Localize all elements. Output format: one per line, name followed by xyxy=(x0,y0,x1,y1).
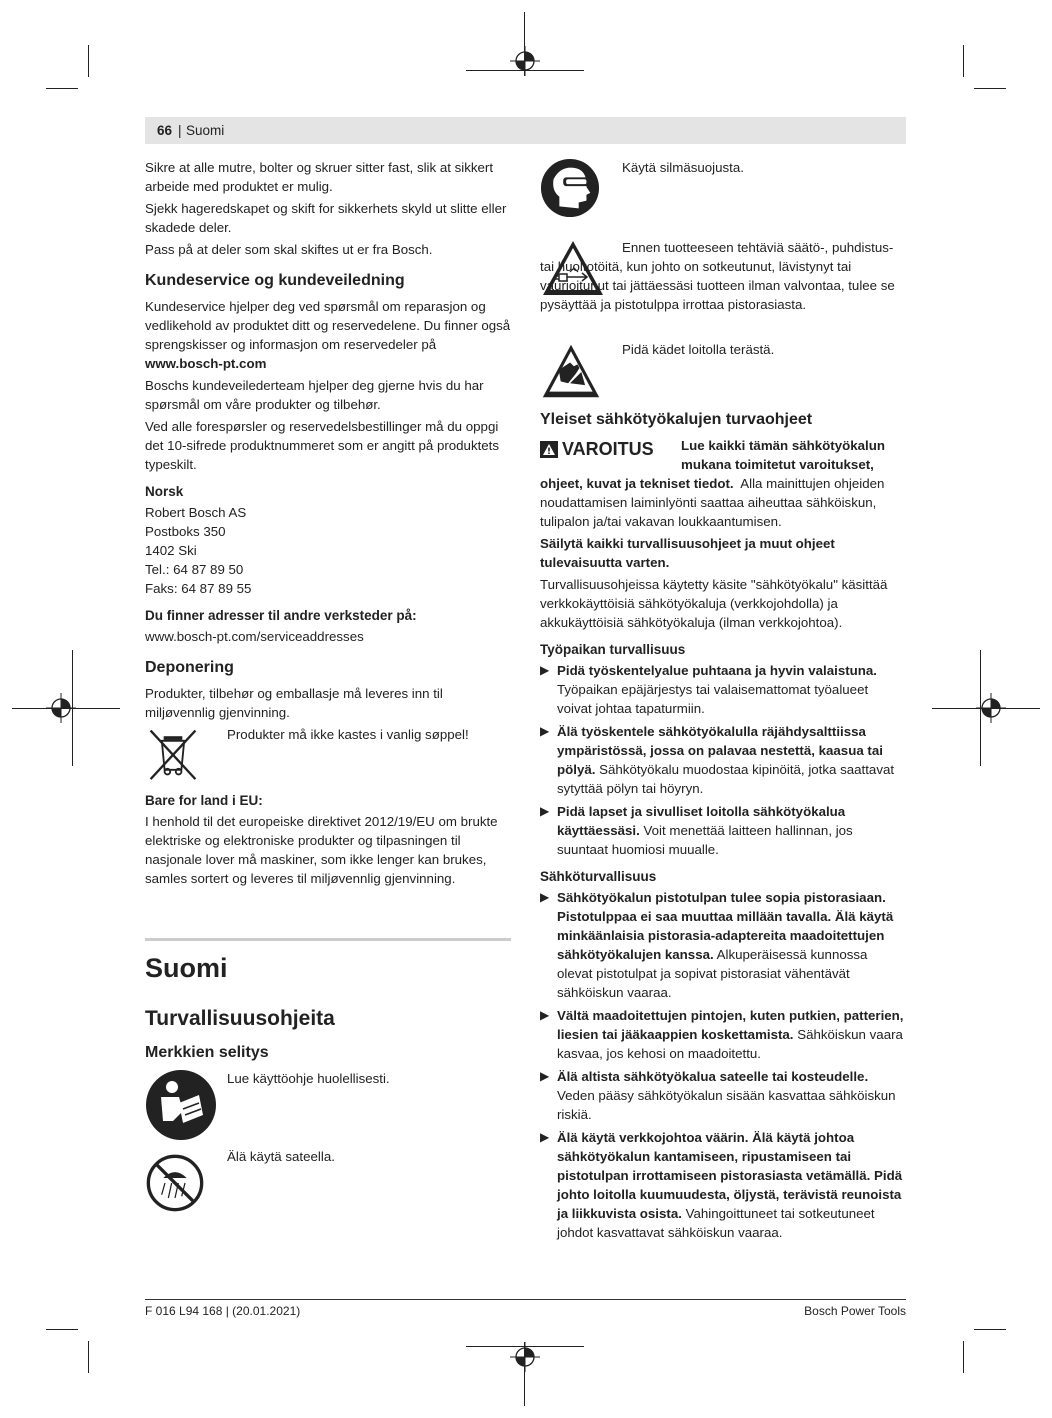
crop-mark xyxy=(974,1329,1006,1330)
section-heading: Deponering xyxy=(145,659,234,676)
section-divider xyxy=(145,938,511,941)
keep-instructions-text: Säilytä kaikki turvallisuusohjeet ja muut ohjeet tulevaisuutta varten. xyxy=(540,536,835,570)
footer-document-id: F 016 L94 168 | (20.01.2021) xyxy=(145,1304,301,1318)
symbol-row xyxy=(540,238,906,334)
symbol-text: Älä käytä sateella. xyxy=(227,1149,335,1164)
read-manual-icon xyxy=(145,1069,217,1141)
right-column xyxy=(540,158,906,1246)
registration-mark-icon xyxy=(510,46,540,76)
page-header xyxy=(145,117,906,144)
warning-block xyxy=(540,436,906,531)
bullet-arrow-icon: ▶ xyxy=(540,1130,550,1144)
crossed-bin-icon xyxy=(145,725,201,781)
address-line: Faks: 64 87 89 55 xyxy=(145,581,252,596)
warning-bold-text: Lue kaikki tämän sähkötyökalun mukana toimitetut varoitukset, ohjeet, kuvat ja tekniset tiedot. xyxy=(540,438,885,491)
bullet-arrow-icon: ▶ xyxy=(540,724,550,738)
address-line: 1402 Ski xyxy=(145,543,197,558)
eye-protection-icon xyxy=(540,158,600,218)
chapter-title: Turvallisuusohjeita xyxy=(145,1007,335,1030)
crop-mark xyxy=(963,45,964,77)
intro-paragraph: Sikre at alle mutre, bolter og skruer sitter fast, slik at sikkert arbeide med produktet er mulig. xyxy=(145,160,494,194)
left-column xyxy=(145,158,511,1225)
symbol-text: Käytä silmäsuojusta. xyxy=(622,160,744,175)
bullet-arrow-icon: ▶ xyxy=(540,804,550,818)
symbol-text: Pidä kädet loitolla terästä. xyxy=(622,342,775,357)
sub-heading: Bare for land i EU: xyxy=(145,793,263,808)
language-title: Suomi xyxy=(145,953,228,983)
bullet-arrow-icon: ▶ xyxy=(540,1069,550,1083)
warning-triangle-icon xyxy=(540,441,558,458)
sub-heading: Du finner adresser til andre verksteder på: xyxy=(145,608,417,623)
no-rain-icon xyxy=(145,1153,205,1213)
footer-divider xyxy=(145,1299,906,1300)
bullet-arrow-icon: ▶ xyxy=(540,890,550,904)
address-line: Robert Bosch AS xyxy=(145,505,247,520)
section-heading: Merkkien selitys xyxy=(145,1044,269,1061)
list-item: ▶ Vältä maadoitettujen pintojen, kuten putkien, patterien, liesien tai jääkaappien koskettamista. Sähköiskun vaara kasvaa, jos kehosi on maadoitettu. xyxy=(540,1008,904,1061)
paragraph: I henhold til det europeiske direktivet 2012/19/EU om brukte elektriske og elektroniske produkter og tilpasningen til nasjonale lover må maskiner, som ikke lenger kan brukes, samles sortert og leveres til miljøvennlig gjenvinning. xyxy=(145,814,498,886)
header-language: Suomi xyxy=(186,123,225,138)
list-item: ▶ Sähkötyökalun pistotulpan tulee sopia pistorasiaan. Pistotulppaa ei saa muuttaa millään tavalla. Älä käytä minkäänlaisia pistorasia-adaptereita maadoitettujen sähkötyökalujen kanssa. Alkuperäisessä kunnossa olevat pistotulpat ja sopivat pistorasiat vähentävät sähköiskun vaaraa. xyxy=(540,890,894,1000)
sub-heading: Sähköturvallisuus xyxy=(540,869,657,884)
paragraph: Produkter, tilbehør og emballasje må leveres inn til miljøvennlig gjenvinning. xyxy=(145,686,443,720)
paragraph: Boschs kundeveilederteam hjelper deg gjerne hvis du har spørsmål om våre produkter og tilbehør. xyxy=(145,378,484,412)
crop-mark xyxy=(46,1329,78,1330)
intro-paragraph: Sjekk hageredskapet og skift for sikkerhets skyld ut slitte eller skadede deler. xyxy=(145,201,507,235)
list-item: ▶ Pidä lapset ja sivulliset loitolla sähkötyökalua käyttäessäsi. Voit menettää laitteen hallinnan, jos suuntaat huomiosi muualle. xyxy=(540,804,853,857)
symbol-row xyxy=(145,1147,511,1221)
registration-mark-icon xyxy=(46,693,76,723)
bullet-arrow-icon: ▶ xyxy=(540,663,550,677)
crop-mark xyxy=(88,1341,89,1373)
warning-label: VAROITUS xyxy=(562,439,654,459)
crop-mark xyxy=(974,88,1006,89)
list-item: ▶ Pidä työskentelyalue puhtaana ja hyvin valaistuna. Työpaikan epäjärjestys tai valaisemattomat työalueet voivat johtaa tapaturmiin. xyxy=(540,663,877,716)
crop-mark xyxy=(963,1341,964,1373)
warning-badge xyxy=(540,438,654,460)
website-link[interactable]: www.bosch-pt.com xyxy=(145,356,267,371)
symbol-row xyxy=(145,1069,511,1143)
service-addresses-link[interactable]: www.bosch-pt.com/serviceaddresses xyxy=(145,629,364,644)
symbol-row xyxy=(145,725,511,787)
registration-mark-icon xyxy=(976,693,1006,723)
address-block xyxy=(145,503,511,598)
keep-hands-away-icon xyxy=(540,340,602,402)
page-number: 66 xyxy=(157,123,173,138)
paragraph: Turvallisuusohjeissa käytetty käsite "sähkötyökalu" käsittää verkkokäyttöisiä sähkötyökaluja (verkkojohdolla) ja akkukäyttöisiä sähkötyökaluja (ilman verkkojohtoa). xyxy=(540,577,888,630)
address-line: Postboks 350 xyxy=(145,524,226,539)
bullet-arrow-icon: ▶ xyxy=(540,1008,550,1022)
registration-mark-icon xyxy=(510,1342,540,1372)
symbol-row xyxy=(540,340,906,406)
address-line: Tel.: 64 87 89 50 xyxy=(145,562,244,577)
paragraph: Ved alle forespørsler og reservedelsbestillinger må du oppgi det 10-sifrede produktnummeret som er angitt på produktets typeskilt. xyxy=(145,419,500,472)
paragraph: Kundeservice hjelper deg ved spørsmål om reparasjon og vedlikehold av produktet ditt og reservedelene. Du finner også sprengskisser og informasjon om reservedeler på www.bosch-pt.com xyxy=(145,299,511,371)
warning-normal-text: Alla mainittujen ohjeiden noudattamisen laiminlyönti saattaa aiheuttaa sähköiskun, tulipalon ja/tai vakavan loukkaantumisen. xyxy=(540,476,885,529)
symbol-text: Produkter må ikke kastes i vanlig søppel! xyxy=(227,727,469,742)
intro-paragraph: Pass på at deler som skal skiftes ut er fra Bosch. xyxy=(145,242,433,257)
list-item: ▶ Älä altista sähkötyökalua sateelle tai kosteudelle. Veden pääsy sähkötyökalun sisään kasvattaa sähköiskun riskiä. xyxy=(540,1069,896,1122)
footer-brand: Bosch Power Tools xyxy=(804,1304,906,1318)
country-heading: Norsk xyxy=(145,484,184,499)
symbol-text: Ennen tuotteeseen tehtäviä säätö-, puhdistus- tai huoltotöitä, kun johto on sotkeutunut, lävistynyt tai vaurioitunut tai jättäessäsi tuotteen ilman valvontaa, tulee se pysäyttää ja pistotulppa irrottaa pistorasiasta. xyxy=(540,240,895,312)
header-separator: | xyxy=(178,123,182,138)
crop-mark xyxy=(46,88,78,89)
crop-mark xyxy=(88,45,89,77)
symbol-row xyxy=(540,158,906,234)
sub-heading: Työpaikan turvallisuus xyxy=(540,642,686,657)
section-heading: Kundeservice og kundeveiledning xyxy=(145,272,405,289)
symbol-text: Lue käyttöohje huolellisesti. xyxy=(227,1071,390,1086)
list-item: ▶ Älä käytä verkkojohtoa väärin. Älä käytä johtoa sähkötyökalun kantamiseen, ripustamiseen tai pistotulpan irrottamiseen pistorasiasta vetämällä. Pidä johto loitolla kuumuudesta, öljystä, terävistä reunoista ja liikkuvista osista. Vahingoittuneet tai sotkeutuneet johdot kasvattavat sähköiskun vaaraa. xyxy=(540,1130,903,1240)
section-heading: Yleiset sähkötyökalujen turvaohjeet xyxy=(540,411,813,428)
list-item: ▶ Älä työskentele sähkötyökalulla räjähdysalttiissa ympäristössä, jossa on palavaa nestettä, kaasua tai pölyä. Sähkötyökalu muodostaa kipinöitä, jotka saattavat sytyttää pölyn tai höyryn. xyxy=(540,724,895,796)
